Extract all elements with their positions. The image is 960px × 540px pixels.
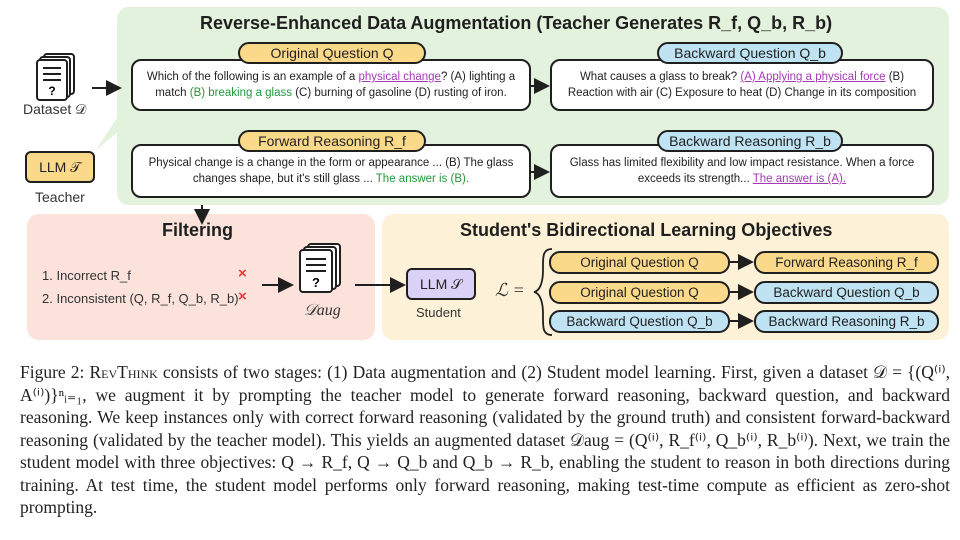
- caption-body: consists of two stages: (1) Data augmentation and (2) Student model learning. First, given a dataset 𝒟 = {(Q⁽ⁱ⁾, A⁽ⁱ⁾)}ⁿᵢ₌₁, we augment it by prompting the teacher model to generate forward reasoning, backward question, and backward reasoning. We keep instances only with correct forward reasoning (validated by the ground truth) and consistent forward-backward reasoning (validated by the teacher model). This yields an augmented dataset 𝒟aug = (Q⁽ⁱ⁾, R_f⁽ⁱ⁾, Q_b⁽ⁱ⁾, R_b⁽ⁱ⁾). Next, we train the student model with three objectives: Q → R_f, Q → Q_b and Q_b → R_b, enabling the student to reason in both directions during training. At test time, the student model performs only forward reasoning, making test-time compute as efficient as zero-shot prompting.: [20, 362, 950, 517]
- filter-x-icon-2: ×: [238, 288, 247, 305]
- caption-label: Figure 2:: [20, 362, 90, 382]
- objective-3-from-pill: Backward Question Q_b: [549, 310, 730, 333]
- bq-highlight: (A) Applying a physical force: [740, 71, 886, 83]
- student-objectives-title: Student's Bidirectional Learning Objectives: [460, 220, 833, 240]
- augmented-dataset-label: 𝒟aug: [304, 302, 341, 319]
- oq-text-before: Which of the following is an example of a: [146, 71, 359, 83]
- backward-reasoning-box: [550, 144, 934, 198]
- objective-1-to-pill: Forward Reasoning R_f: [754, 251, 939, 274]
- objective-2-to-pill: Backward Question Q_b: [754, 281, 939, 304]
- br-answer: The answer is (A).: [752, 173, 847, 185]
- teacher-bubble-tail: [96, 118, 125, 150]
- br-text-before: Glass has limited flexibility and low impact resistance. When a force exceeds its strength...: [569, 157, 915, 185]
- augmentation-title: Reverse-Enhanced Data Augmentation (Teacher Generates R_f, Q_b, R_b): [200, 13, 833, 33]
- filter-x-icon-1: ×: [238, 265, 247, 282]
- fr-answer: The answer is (B).: [375, 173, 470, 185]
- figure-caption: [20, 361, 950, 519]
- svg-text:?: ?: [312, 275, 320, 290]
- original-question-pill: Original Question Q: [238, 42, 426, 64]
- student-label: Student: [416, 305, 461, 320]
- llm-student-box: LLM 𝒮: [406, 268, 476, 300]
- llm-teacher-box: LLM 𝒯: [25, 151, 95, 183]
- bq-text-after: (B) Reaction with air (C) Exposure to heat (D) Change in its composition: [567, 71, 917, 99]
- objective-3-to-pill: Backward Reasoning R_b: [754, 310, 939, 333]
- filter-item-inconsistent: 2. Inconsistent (Q, R_f, Q_b, R_b): [42, 291, 239, 306]
- augmented-dataset-icon: [296, 242, 346, 296]
- caption-name: RevThink: [89, 362, 158, 382]
- filtering-title: Filtering: [162, 220, 233, 240]
- backward-question-pill: Backward Question Q_b: [657, 42, 843, 64]
- original-question-box: [131, 59, 531, 111]
- oq-text-after: (C) burning of gasoline (D) rusting of iron.: [292, 87, 507, 99]
- loss-label: ℒ =: [495, 280, 525, 300]
- oq-highlight: physical change: [358, 71, 441, 83]
- backward-question-box: [550, 59, 934, 111]
- fr-text-before: Physical change is a change in the form or appearance ... (B) The glass changes shape, but it's still glass ...: [148, 157, 514, 185]
- svg-text:?: ?: [48, 84, 56, 98]
- teacher-label: Teacher: [35, 189, 85, 205]
- oq-text-mid: ? (A) lighting a match: [155, 71, 516, 99]
- backward-reasoning-pill: Backward Reasoning R_b: [657, 130, 843, 152]
- bq-text-before: What causes a glass to break?: [579, 71, 741, 83]
- forward-reasoning-box: [131, 144, 531, 198]
- dataset-stack-icon: [36, 52, 78, 102]
- filter-item-incorrect: 1. Incorrect R_f: [42, 268, 131, 283]
- oq-answer: (B) breaking a glass: [189, 87, 293, 99]
- forward-reasoning-pill: Forward Reasoning R_f: [238, 130, 426, 152]
- objective-1-from-pill: Original Question Q: [549, 251, 730, 274]
- objective-2-from-pill: Original Question Q: [549, 281, 730, 304]
- dataset-label: Dataset 𝒟: [23, 101, 87, 117]
